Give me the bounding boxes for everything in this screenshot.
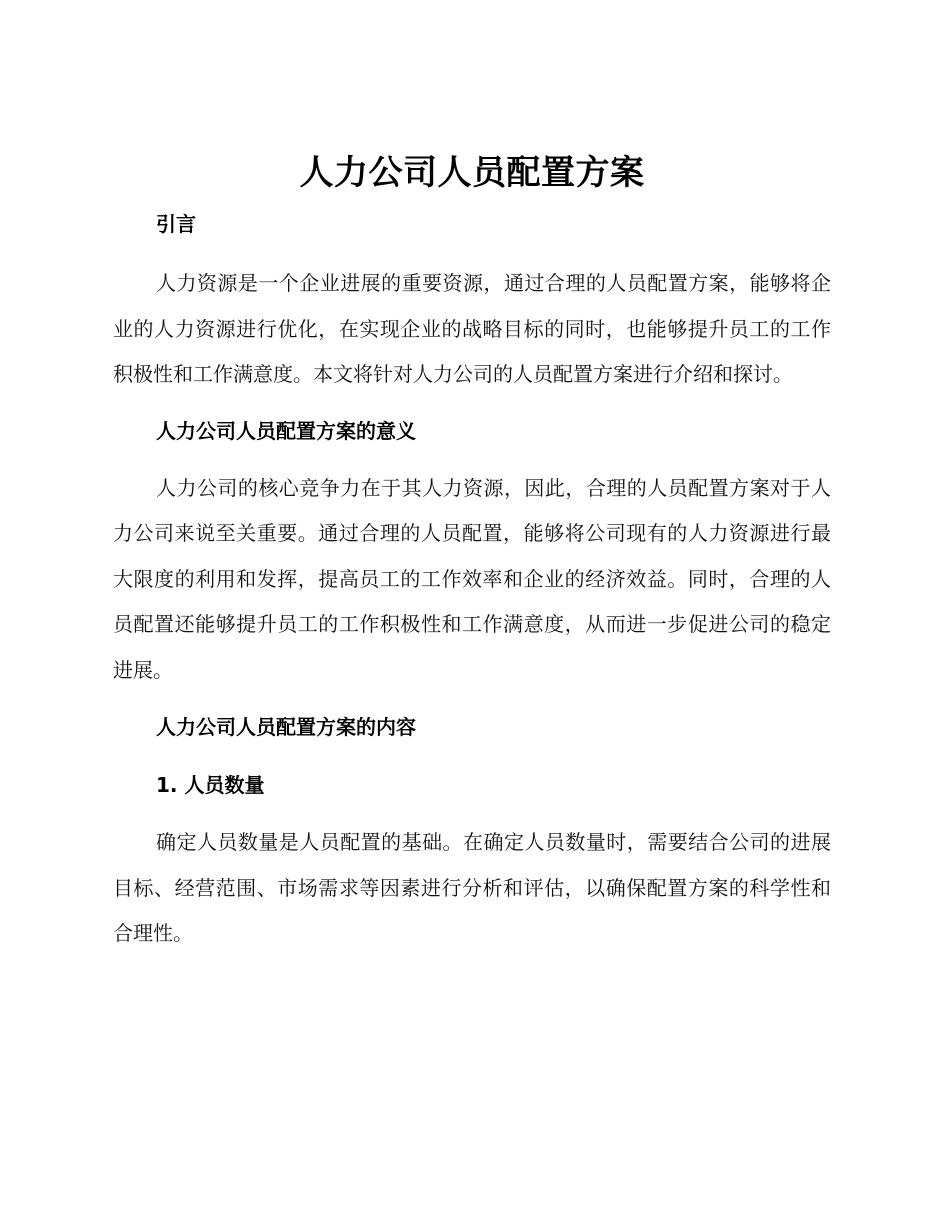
section-heading-meaning: 人力公司人员配置方案的意义 xyxy=(156,418,416,443)
paragraph-staff-number: 确定人员数量是人员配置的基础。在确定人员数量时，需要结合公司的进展目标、经营范围、市场需求等因素进行分析和评估，以确保配置方案的科学性和合理性。 xyxy=(113,830,831,945)
section-heading-content: 人力公司人员配置方案的内容 xyxy=(156,715,416,739)
paragraph-intro: 人力资源是一个企业进展的重要资源，通过合理的人员配置方案，能够将企业的人力资源进行优化，在实现企业的战略目标的同时，也能够提升员工的工作积极性和工作满意度。本文将针对人力公司的人员配置方案进行介绍和探讨。 xyxy=(113,271,831,386)
document-title: 人力公司人员配置方案 xyxy=(299,153,645,193)
document-body xyxy=(113,148,831,957)
paragraph-meaning: 人力公司的核心竞争力在于其人力资源，因此，合理的人员配置方案对于人力公司来说至关重要。通过合理的人员配置，能够将公司现有的人力资源进行最大限度的利用和发挥，提高员工的工作效率和企业的经济效益。同时，合理的人员配置还能够提升员工的工作积极性和工作满意度，从而进一步促进公司的稳定进展。 xyxy=(113,475,831,682)
section-heading-intro: 引言 xyxy=(156,212,196,236)
subsection-heading-staff-number: 1. 人员数量 xyxy=(156,773,265,797)
